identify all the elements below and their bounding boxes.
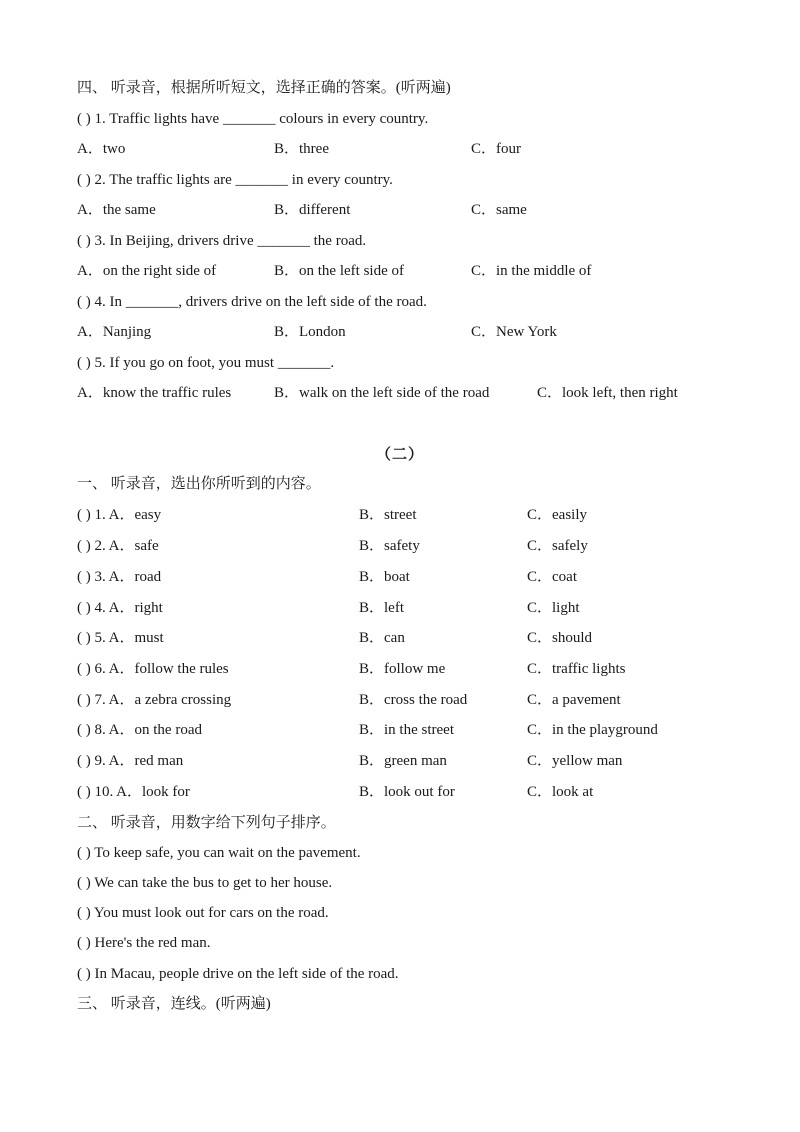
option-b: B．different <box>274 202 351 218</box>
choice-c: C．in the playground <box>527 722 658 738</box>
option-a: A．know the traffic rules <box>77 385 232 401</box>
option-b: B．three <box>274 141 329 157</box>
ordering-item: ( ) You must look out for cars on the road. <box>77 905 329 921</box>
choice-c: C．easily <box>527 507 587 523</box>
choice-b: B．street <box>359 507 417 523</box>
choice-c: C．safely <box>527 538 588 554</box>
choice-b: B．safety <box>359 538 420 554</box>
ordering-item: ( ) To keep safe, you can wait on the pavement. <box>77 845 361 861</box>
option-c: C．in the middle of <box>471 263 592 279</box>
choice-a: ( ) 4. A．right <box>77 600 163 616</box>
question-stem: ( ) 1. Traffic lights have _______ colours in every country. <box>77 111 429 127</box>
option-a: A．two <box>77 141 126 157</box>
choice-b: B．green man <box>359 753 447 769</box>
question-stem: ( ) 4. In _______, drivers drive on the left side of the road. <box>77 294 427 310</box>
option-c: C．four <box>471 141 521 157</box>
choice-c: C．traffic lights <box>527 661 626 677</box>
option-a: A．the same <box>77 202 156 218</box>
choice-b: B．cross the road <box>359 692 468 708</box>
choice-a: ( ) 5. A．must <box>77 630 164 646</box>
choice-a: ( ) 3. A．road <box>77 569 162 585</box>
ordering-item: ( ) We can take the bus to get to her house. <box>77 875 333 891</box>
choice-a: ( ) 10. A．look for <box>77 784 190 800</box>
choice-b: B．boat <box>359 569 410 585</box>
option-b: B．on the left side of <box>274 263 404 279</box>
section-1-header: 一、 听录音，选出你所听到的内容。 <box>77 476 321 492</box>
part-title: （二） <box>375 447 424 463</box>
choice-a: ( ) 7. A．a zebra crossing <box>77 692 232 708</box>
choice-b: B．left <box>359 600 404 616</box>
choice-a: ( ) 9. A．red man <box>77 753 184 769</box>
option-a: A．on the right side of <box>77 263 217 279</box>
option-b: B．London <box>274 324 346 340</box>
option-c: C．same <box>471 202 527 218</box>
question-stem: ( ) 3. In Beijing, drivers drive _______ the road. <box>77 233 367 249</box>
option-c: C．New York <box>471 324 557 340</box>
choice-c: C．look at <box>527 784 594 800</box>
choice-a: ( ) 6. A．follow the rules <box>77 661 229 677</box>
choice-a: ( ) 2. A．safe <box>77 538 159 554</box>
section-2-header: 二、 听录音，用数字给下列句子排序。 <box>77 815 336 831</box>
option-b: B．walk on the left side of the road <box>274 385 490 401</box>
choice-a: ( ) 8. A．on the road <box>77 722 202 738</box>
option-a: A．Nanjing <box>77 324 152 340</box>
choice-c: C．a pavement <box>527 692 621 708</box>
section-4-header: 四、 听录音，根据所听短文，选择正确的答案。(听两遍) <box>77 80 451 96</box>
choice-c: C．light <box>527 600 580 616</box>
question-stem: ( ) 2. The traffic lights are _______ in every country. <box>77 172 393 188</box>
choice-b: B．can <box>359 630 405 646</box>
option-c: C．look left, then right <box>537 385 678 401</box>
choice-a: ( ) 1. A．easy <box>77 507 162 523</box>
choice-b: B．follow me <box>359 661 446 677</box>
ordering-item: ( ) Here's the red man. <box>77 935 211 951</box>
choice-b: B．look out for <box>359 784 455 800</box>
question-stem: ( ) 5. If you go on foot, you must _______. <box>77 355 335 371</box>
choice-c: C．coat <box>527 569 577 585</box>
choice-b: B．in the street <box>359 722 454 738</box>
ordering-item: ( ) In Macau, people drive on the left side of the road. <box>77 966 399 982</box>
choice-c: C．yellow man <box>527 753 623 769</box>
section-3-header: 三、 听录音，连线。(听两遍) <box>77 996 271 1012</box>
choice-c: C．should <box>527 630 593 646</box>
